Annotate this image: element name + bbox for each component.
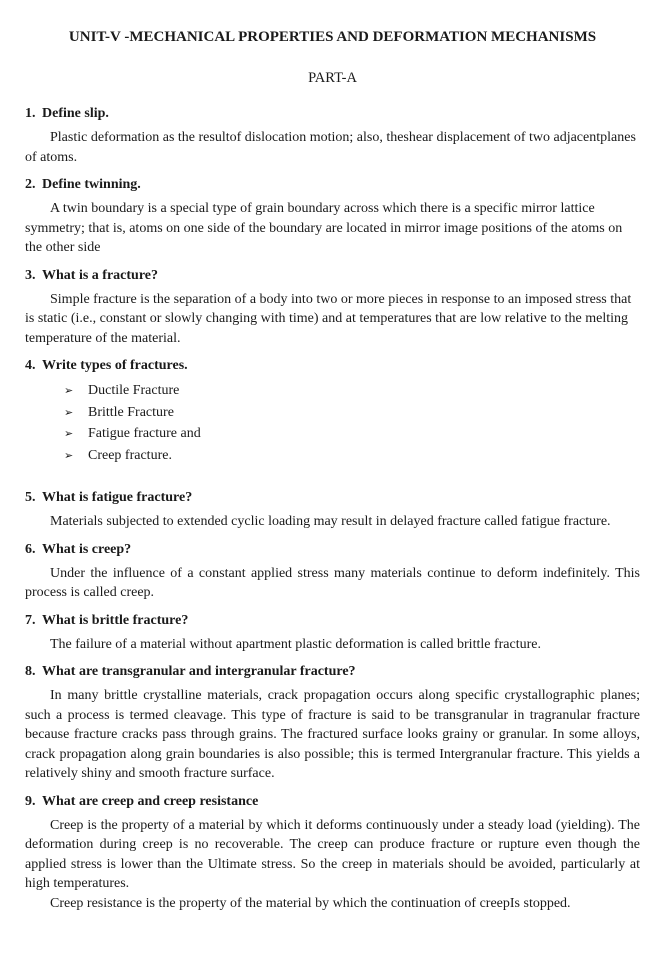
question-heading: [25, 611, 640, 630]
question-text: What is a fracture?: [42, 267, 158, 283]
question-heading: [25, 175, 640, 194]
answer-paragraph: In many brittle crystalline materials, crack propagation occurs along specific crystallographic planes; such a process is termed cleavage. This type of fracture is said to be transgranular in tragranular fracture because fracture cracks pass through grains. The fractured surface looks grainy or granular. In some alloys, crack propagation along grain boundaries is also possible; this is termed Intergranular fracture. This yields a relatively shiny and smooth fracture surface.: [25, 688, 640, 781]
answer-paragraph: Plastic deformation as the resultof dislocation motion; also, theshear displacement of two adjacentplanes of atoms.: [25, 130, 636, 165]
bullet-text: Ductile Fracture: [88, 383, 180, 398]
question-text: What is creep?: [42, 541, 132, 557]
question-block: [25, 175, 640, 258]
bullet-list: [25, 380, 640, 466]
question-text: Define slip.: [42, 106, 109, 121]
bullet-list-item: [25, 380, 640, 402]
question-text: What is brittle fracture?: [42, 612, 189, 628]
question-text: What is fatigue fracture?: [42, 490, 193, 505]
question-heading: [25, 356, 640, 375]
page-title: UNIT-V -MECHANICAL PROPERTIES AND DEFORMATION MECHANISMS: [68, 29, 597, 45]
arrow-bullet-icon: ➢: [64, 427, 74, 440]
bullet-text: Brittle Fracture: [88, 404, 174, 420]
bullet-list-item: [25, 402, 640, 424]
question-number: 8.: [25, 664, 36, 679]
question-number: 9.: [25, 793, 36, 809]
question-text: Define twinning.: [42, 177, 141, 192]
question-number: 1.: [25, 106, 36, 121]
question-block: [25, 611, 640, 655]
answer-paragraph: Simple fracture is the separation of a body into two or more pieces in response to an imposed stress that is static (i.e., constant or slowly changing with time) and at temperatures that are low relative to the melting temperature of the material.: [25, 291, 632, 346]
bullet-list-item: [25, 445, 640, 467]
question-list: [25, 104, 640, 913]
question-heading: [25, 540, 640, 559]
question-block: [25, 266, 640, 349]
question-number: 5.: [25, 490, 36, 505]
question-heading: [25, 792, 640, 811]
answer-paragraph: A twin boundary is a special type of grain boundary across which there is a specific mirror lattice symmetry; that is, atoms on one side of the boundary are located in mirror image positions of the atoms on the other side: [25, 201, 623, 255]
question-number: 7.: [25, 612, 36, 628]
question-block: [25, 792, 640, 914]
arrow-bullet-icon: ➢: [64, 384, 74, 397]
question-block: [25, 356, 640, 466]
question-number: 3.: [25, 267, 36, 283]
question-number: 2.: [25, 177, 36, 192]
bullet-list-item: [25, 423, 640, 445]
question-text: What are transgranular and intergranular fracture?: [42, 664, 356, 679]
question-block: [25, 488, 640, 532]
arrow-bullet-icon: ➢: [64, 448, 74, 462]
answer-paragraph: The failure of a material without apartment plastic deformation is called brittle fracture.: [50, 636, 541, 652]
question-number: 6.: [25, 541, 36, 557]
page-subtitle: PART-A: [308, 70, 357, 86]
question-block: [25, 662, 640, 784]
question-heading: [25, 488, 640, 507]
question-block: [25, 540, 640, 603]
question-text: Write types of fractures.: [42, 358, 188, 373]
answer-paragraph: Creep resistance is the property of the material by which the continuation of creepIs stopped.: [50, 895, 571, 911]
arrow-bullet-icon: ➢: [64, 405, 74, 419]
question-heading: [25, 104, 640, 123]
answer-paragraph: Creep is the property of a material by which it deforms continuously under a steady load (yielding). The deformation during creep is no recoverable. The creep can produce fracture or rupture even though the applied stress is lower than the Ultimate stress. So the creep in materials should be avoided, particularly at high temperatures.: [25, 817, 640, 891]
question-heading: [25, 266, 640, 285]
answer-paragraph: Under the influence of a constant applied stress many materials continue to deform indefinitely. This process is called creep.: [25, 565, 640, 600]
question-block: [25, 104, 640, 167]
question-number: 4.: [25, 358, 36, 373]
bullet-text: Creep fracture.: [88, 447, 172, 463]
question-text: What are creep and creep resistance: [42, 793, 259, 809]
answer-paragraph: Materials subjected to extended cyclic loading may result in delayed fracture called fatigue fracture.: [50, 514, 611, 529]
bullet-text: Fatigue fracture and: [88, 426, 201, 441]
question-heading: [25, 662, 640, 681]
